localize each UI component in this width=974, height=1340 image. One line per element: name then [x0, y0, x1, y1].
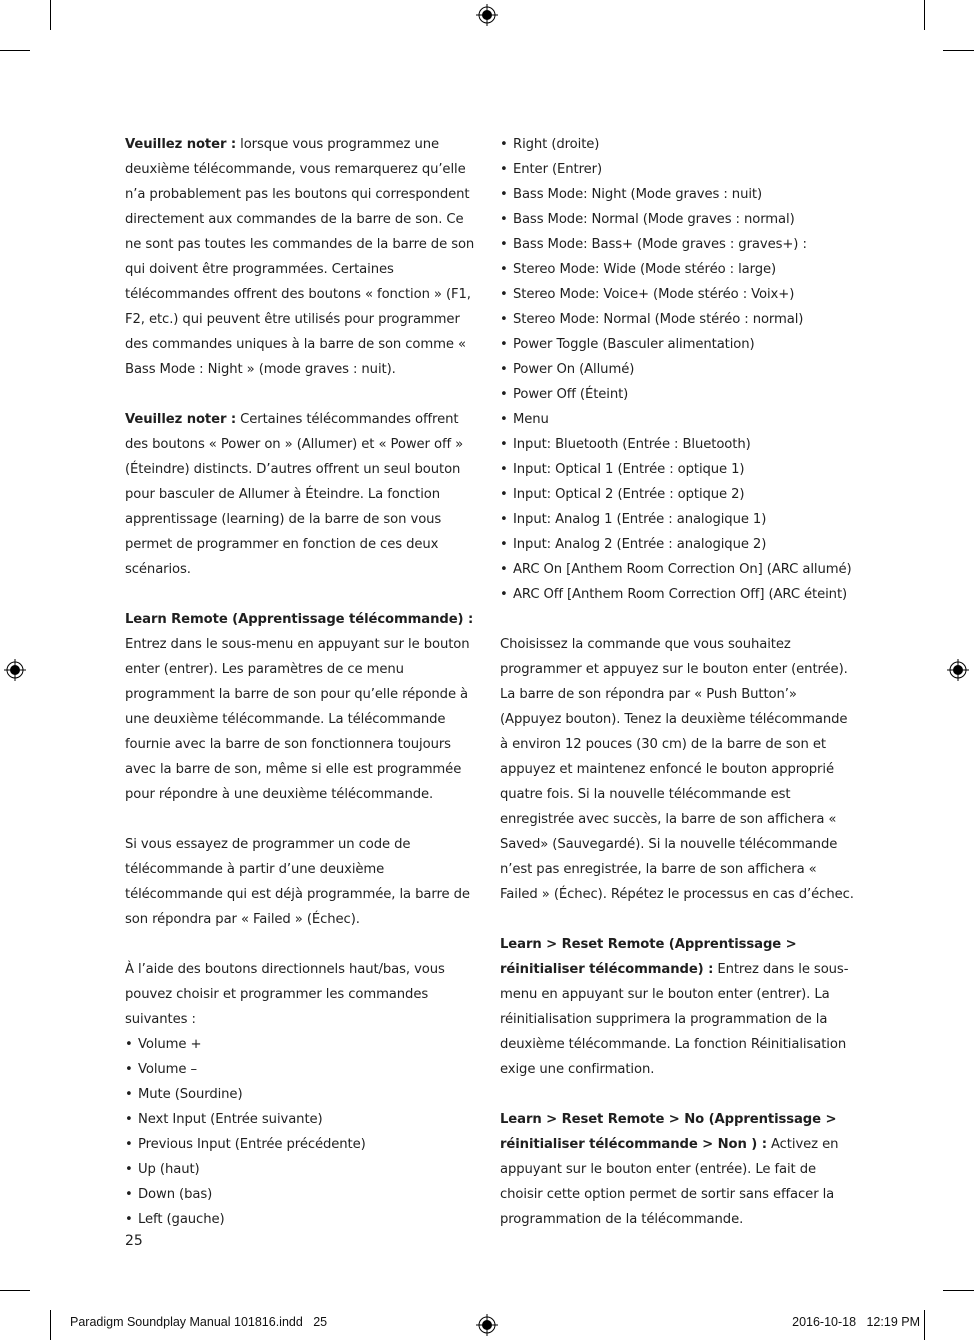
learn-remote-section: [125, 607, 477, 807]
list-item: • Enter (Entrer): [500, 157, 855, 182]
note-paragraph: [125, 407, 477, 582]
list-item: • Input: Optical 2 (Entrée : optique 2): [500, 482, 855, 507]
crop-mark-top-left-vertical: [50, 0, 51, 30]
bullet-icon: •: [125, 1162, 133, 1177]
bullet-icon: •: [500, 287, 508, 302]
list-item: • Input: Bluetooth (Entrée : Bluetooth): [500, 432, 855, 457]
reset-remote-no-text: Activez en appuyant sur le bouton enter (entrée). Le fait de choisir cette option permet de sortir sans effacer la programmation de la télécommande.: [500, 1137, 839, 1227]
note-text: lorsque vous programmez une deuxième télécommande, vous remarquerez qu’elle n’a probablement pas les boutons qui correspondent directement aux commandes de la barre de son. Ce ne sont pas toutes les commandes de la barre de son qui doivent être programmées. Certaines télécommandes offrent des boutons « fonction » (F1, F2, etc.) qui peuvent être utilisés pour programmer des commandes uniques à la barre de son comme « Bass Mode : Night » (mode graves : nuit).: [125, 137, 475, 377]
command-list: [500, 132, 855, 607]
bullet-icon: •: [500, 187, 508, 202]
bullet-icon: •: [125, 1212, 133, 1227]
registration-mark-icon: [947, 659, 969, 681]
crop-mark-bottom-left-vertical: [50, 1310, 51, 1340]
list-item: • Stereo Mode: Normal (Mode stéréo : normal): [500, 307, 855, 332]
bullet-icon: •: [500, 462, 508, 477]
registration-mark-icon: [476, 1314, 498, 1336]
page-number: 25: [125, 1233, 143, 1249]
registration-mark-icon: [476, 4, 498, 26]
bullet-icon: •: [500, 162, 508, 177]
list-item: • Power On (Allumé): [500, 357, 855, 382]
crop-mark-top-right-horizontal: [943, 50, 974, 51]
bullet-icon: •: [500, 537, 508, 552]
right-column: [500, 132, 855, 1257]
list-item: • Right (droite): [500, 132, 855, 157]
list-item: • ARC Off [Anthem Room Correction Off] (ARC éteint): [500, 582, 855, 607]
list-item: • Stereo Mode: Voice+ (Mode stéréo : Voix+): [500, 282, 855, 307]
list-item: • Power Off (Éteint): [500, 382, 855, 407]
list-item: • Input: Analog 1 (Entrée : analogique 1): [500, 507, 855, 532]
list-item: • Stereo Mode: Wide (Mode stéréo : large): [500, 257, 855, 282]
bullet-icon: •: [500, 137, 508, 152]
list-item: • Power Toggle (Basculer alimentation): [500, 332, 855, 357]
reset-remote-no-section: [500, 1107, 855, 1232]
note-label: Veuillez noter :: [125, 137, 237, 152]
bullet-icon: •: [500, 412, 508, 427]
list-item: • Menu: [500, 407, 855, 432]
list-item: • Previous Input (Entrée précédente): [125, 1132, 477, 1157]
list-item: • Bass Mode: Normal (Mode graves : normal): [500, 207, 855, 232]
list-item: • Up (haut): [125, 1157, 477, 1182]
slug-timestamp: 2016-10-18 12:19 PM: [792, 1315, 920, 1329]
list-item: • Volume –: [125, 1057, 477, 1082]
reset-remote-heading: Learn > Reset Remote (Apprentissage > réinitialiser télécommande) :: [500, 937, 797, 977]
note-label: Veuillez noter :: [125, 412, 237, 427]
bullet-icon: •: [500, 587, 508, 602]
choose-command-paragraph: Choisissez la commande que vous souhaitez programmer et appuyez sur le bouton enter (entrée). La barre de son répondra par « Push Button’» (Appuyez bouton). Tenez la deuxième télécommande à environ 12 pouces (30 cm) de la barre de son et appuyez et maintenez enfoncé le bouton approprié quatre fois. Si la nouvelle télécommande est enregistrée avec succès, la barre de son affichera « Saved» (Sauvegardé). Si la nouvelle télécommande n’est pas enregistrée, la barre de son affichera « Failed » (Échec). Répétez le processus en cas d’échec.: [500, 637, 854, 902]
bullet-icon: •: [125, 1112, 133, 1127]
list-item: • Next Input (Entrée suivante): [125, 1107, 477, 1132]
bullet-icon: •: [500, 312, 508, 327]
list-item: • Volume +: [125, 1032, 477, 1057]
list-item: • Input: Optical 1 (Entrée : optique 1): [500, 457, 855, 482]
reset-remote-section: [500, 932, 855, 1082]
bullet-icon: •: [500, 512, 508, 527]
learn-remote-heading: Learn Remote (Apprentissage télécommande) :: [125, 612, 474, 627]
note-paragraph: [125, 132, 477, 382]
failed-paragraph: Si vous essayez de programmer un code de télécommande à partir d’une deuxième télécommande qui est déjà programmée, la barre de son répondra par « Failed » (Échec).: [125, 837, 470, 927]
list-item: • Bass Mode: Bass+ (Mode graves : graves+) :: [500, 232, 855, 257]
command-list: [125, 1032, 477, 1232]
bullet-icon: •: [500, 437, 508, 452]
bullet-icon: •: [500, 262, 508, 277]
reset-remote-text: Entrez dans le sous-menu en appuyant sur le bouton enter (entrer). La réinitialisation supprimera la programmation de la deuxième télécommande. La fonction Réinitialisation exige une confirmation.: [500, 962, 849, 1077]
bullet-icon: •: [500, 212, 508, 227]
crop-mark-top-left-horizontal: [0, 50, 30, 51]
list-item: • Bass Mode: Night (Mode graves : nuit): [500, 182, 855, 207]
list-item: • Left (gauche): [125, 1207, 477, 1232]
bullet-icon: •: [500, 487, 508, 502]
list-item: • Input: Analog 2 (Entrée : analogique 2): [500, 532, 855, 557]
directional-intro: À l’aide des boutons directionnels haut/bas, vous pouvez choisir et programmer les commandes suivantes :: [125, 962, 445, 1027]
crop-mark-bottom-right-horizontal: [943, 1290, 974, 1291]
note-text: Certaines télécommandes offrent des boutons « Power on » (Allumer) et « Power off » (Éteindre) distincts. D’autres offrent un seul bouton pour basculer de Allumer à Éteindre. La fonction apprentissage (learning) de la barre de son vous permet de programmer en fonction de ces deux scénarios.: [125, 412, 464, 577]
crop-mark-bottom-left-horizontal: [0, 1290, 30, 1291]
bullet-icon: •: [500, 237, 508, 252]
list-item: • Down (bas): [125, 1182, 477, 1207]
list-item: • ARC On [Anthem Room Correction On] (ARC allumé): [500, 557, 855, 582]
bullet-icon: •: [500, 562, 508, 577]
registration-mark-icon: [4, 659, 26, 681]
bullet-icon: •: [500, 387, 508, 402]
bullet-icon: •: [125, 1062, 133, 1077]
crop-mark-bottom-right-vertical: [924, 1310, 925, 1340]
left-column: [125, 132, 477, 1232]
reset-remote-no-heading: Learn > Reset Remote > No (Apprentissage > réinitialiser télécommande > Non ) :: [500, 1112, 837, 1152]
bullet-icon: •: [125, 1137, 133, 1152]
bullet-icon: •: [500, 337, 508, 352]
slug-filename: Paradigm Soundplay Manual 101816.indd 25: [70, 1315, 328, 1329]
crop-mark-top-right-vertical: [924, 0, 925, 30]
list-item: • Mute (Sourdine): [125, 1082, 477, 1107]
bullet-icon: •: [500, 362, 508, 377]
bullet-icon: •: [125, 1087, 133, 1102]
bullet-icon: •: [125, 1037, 133, 1052]
learn-remote-text: Entrez dans le sous-menu en appuyant sur le bouton enter (entrer). Les paramètres de ce menu programment la barre de son pour qu’elle réponde à une deuxième télécommande. La télécommande fournie avec la barre de son fonctionnera toujours avec la barre de son, même si elle est programmée pour répondre à une deuxième télécommande.: [125, 637, 470, 802]
bullet-icon: •: [125, 1187, 133, 1202]
